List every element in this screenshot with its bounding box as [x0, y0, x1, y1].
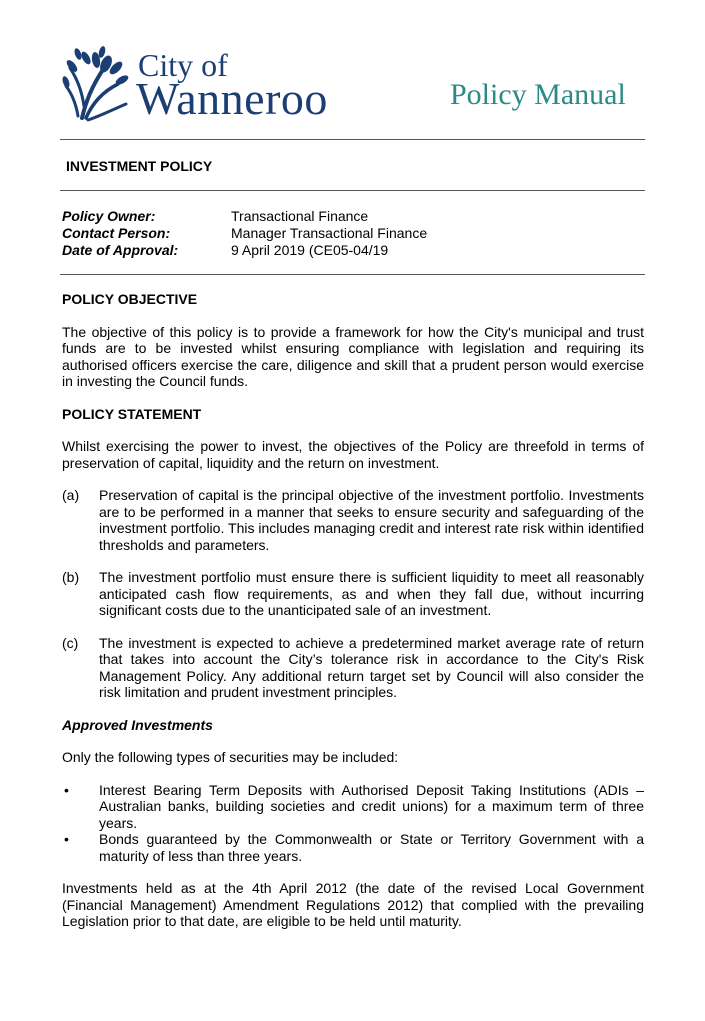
list-text: The investment is expected to achieve a predetermined market average rate of return that takes into account the City’s tolerance risk in accordance to the City's Risk Management Policy. Any additional return target set by Council will also consider the risk limitation and prudent investment principles.	[99, 634, 644, 700]
bullet-item	[62, 782, 644, 832]
meta-value: 9 April 2019 (CE05-04/19	[231, 242, 389, 258]
divider	[60, 190, 645, 191]
statement-intro: Whilst exercising the power to invest, the objectives of the Policy are threefold in terms of preservation of capital, liquidity and the return on investment.	[62, 438, 644, 471]
bullet-text: Interest Bearing Term Deposits with Authorised Deposit Taking Institutions (ADIs – Australian banks, building societies and credit unions) for a maximum term of three years.	[99, 781, 644, 831]
list-marker: (c)	[62, 634, 79, 651]
list-item	[62, 569, 644, 619]
policy-body	[62, 291, 644, 930]
objective-paragraph: The objective of this policy is to provide a framework for how the City's municipal and trust funds are to be invested whilst ensuring compliance with legislation and requiring its authorised officers exercise the care, diligence and skill that a prudent person would exercise in investing the Council funds.	[62, 323, 644, 389]
meta-value: Transactional Finance	[231, 208, 369, 224]
logo-city-text: City of	[138, 47, 228, 83]
list-text: Preservation of capital is the principal objective of the investment portfolio. Investments are to be performed in a manner that seeks to ensure security and safeguarding of the investment portfolio. This includes managing credit and interest rate risk within identified thresholds and parameters.	[99, 487, 644, 553]
document-title: INVESTMENT POLICY	[66, 158, 213, 174]
policy-manual-title: Policy Manual	[450, 78, 626, 111]
objective-heading: POLICY OBJECTIVE	[62, 291, 198, 307]
list-marker: (b)	[62, 569, 80, 585]
bullet-item	[62, 831, 644, 864]
divider	[60, 139, 645, 140]
approved-investments-heading: Approved Investments	[62, 716, 213, 733]
bullet-text: Bonds guaranteed by the Commonwealth or State or Territory Government with a maturity of less than three years.	[99, 831, 644, 864]
statement-heading: POLICY STATEMENT	[62, 405, 202, 422]
meta-value: Manager Transactional Finance	[231, 225, 428, 241]
policy-meta	[62, 208, 427, 259]
list-text: The investment portfolio must ensure there is sufficient liquidity to meet all reasonably anticipated cash flow requirements, as and when they fall due, without incurring significant costs due to the unanticipated sale of an investment.	[99, 569, 644, 618]
list-item	[62, 487, 644, 553]
meta-row-contact	[62, 225, 427, 242]
city-logo	[62, 46, 332, 126]
meta-label: Date of Approval:	[62, 242, 179, 258]
bullet-icon: •	[64, 831, 69, 847]
list-marker: (a)	[62, 487, 80, 503]
approved-intro: Only the following types of securities may be included:	[62, 749, 399, 765]
meta-row-owner	[62, 208, 427, 225]
logo-name-text: Wanneroo	[136, 73, 328, 124]
meta-label: Contact Person:	[62, 225, 171, 241]
closing-paragraph: Investments held as at the 4th April 2012 (the date of the revised Local Government (Financial Management) Amendment Regulations 2012) that complied with the prevailing Legislation prior to that date, are eligible to be held until maturity.	[62, 880, 644, 929]
meta-row-approval	[62, 242, 427, 259]
divider	[60, 274, 645, 275]
meta-label: Policy Owner:	[62, 208, 156, 224]
bullet-icon: •	[64, 781, 69, 798]
list-item	[62, 635, 644, 701]
kangaroo-paw-icon	[62, 46, 132, 122]
